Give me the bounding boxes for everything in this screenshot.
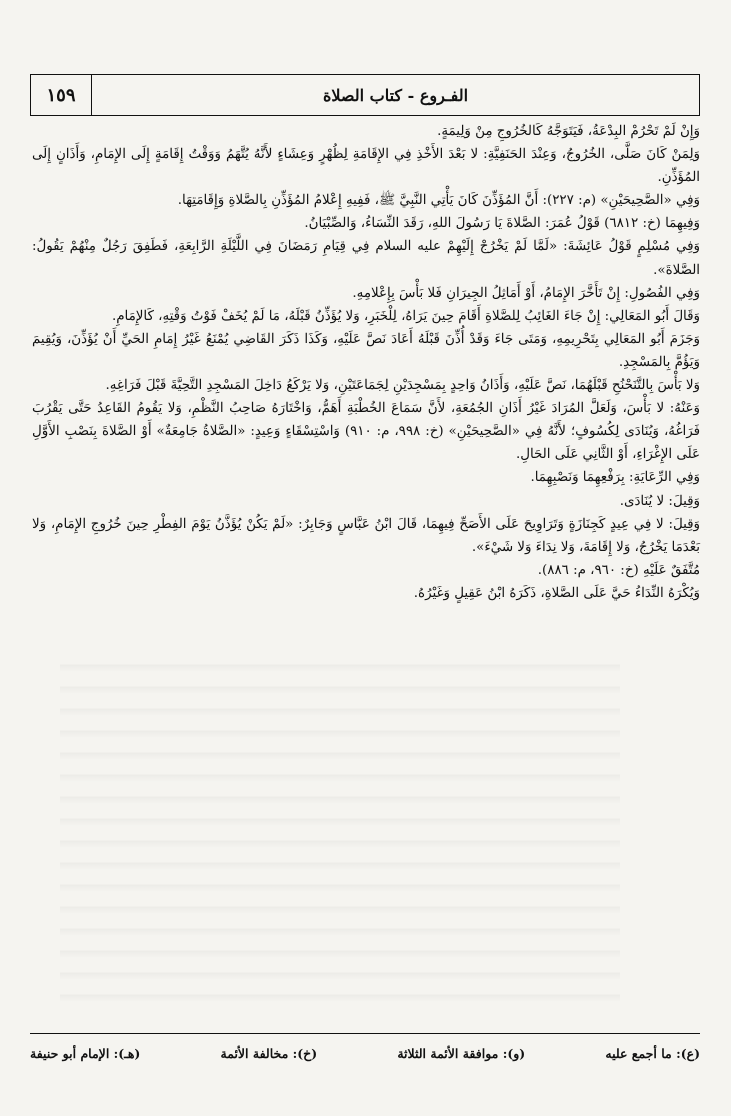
bleed-through-texture xyxy=(60,650,620,1010)
main-text xyxy=(32,120,700,605)
paragraph: وَفِي الرِّعَايَةِ: بِرَفْعِهِمَا وَنَصْبِهِمَا. xyxy=(530,470,700,486)
paragraph: وَقَالَ أَبُو المَعَالِي: إِنْ جَاءَ الغَائِبُ لِلصَّلاةِ أَقَامَ حِينَ يَرَاهُ، لِلْخَبَرِ، وَلا يُؤَذِّنُ قَبْلَهُ، مَا لَمْ يُخَفْ فَوْتُ وَقْتِهِ، كَالإِمَامِ. xyxy=(111,308,700,324)
legend-ijma: (ع): ما أجمع عليه xyxy=(605,1045,700,1061)
page-header xyxy=(30,74,700,116)
paragraph: وَفِي «الصَّحِيحَيْنِ» (م: ٢٢٧): أَنَّ المُؤَذِّنَ كَانَ يَأْتِي النَّبِيَّ ﷺ، فَفِيهِ إِعْلامُ المُؤَذِّنِ بِالصَّلاةِ وَإِقَامَتِهَا. xyxy=(177,193,700,209)
abbreviation-legend xyxy=(30,1040,700,1066)
paragraph: وَيُكْرَهُ النِّدَاءُ حَيَّ عَلَى الصَّلاةِ، ذَكَرَهُ ابْنُ عَقِيلٍ وَغَيْرُهُ. xyxy=(413,585,700,601)
legend-agreement: (و): موافقة الأئمة الثلاثة xyxy=(397,1045,526,1061)
paragraph: وَفِيهِمَا (خ: ٦٨١٢) قَوْلُ عُمَرَ: الصَّلاةَ يَا رَسُولَ اللهِ، رَقَدَ النِّسَاءُ، وَالصِّبْيَانُ. xyxy=(304,216,700,232)
legend-disagreement: (خ): مخالفة الأئمة xyxy=(220,1045,318,1061)
paragraph: وَفِي مُسْلِمٍ قَوْلُ عَائِشَةَ: «لَمَّا لَمْ يَخْرُجْ إِلَيْهِمْ عليه السلام فِي قِيَامِ رَمَضَانَ فِي اللَّيْلَةِ الرَّابِعَةِ، فَطَفِقَ رَجُلٌ مِنْهُمْ يَقُولُ: الصَّلاةَ». xyxy=(32,239,700,278)
paragraph: وَلا بَأْسَ بِالتَّنَحْنُحِ قَبْلَهُمَا، نَصَّ عَلَيْهِ، وَأَذَانُ وَاحِدٍ بِمَسْجِدَيْنِ لِجَمَاعَتَيْنِ، وَلا يَرْكَعُ دَاخِلَ المَسْجِدِ التَّحِيَّةَ قَبْلَ فَرَاغِهِ. xyxy=(105,378,700,394)
paragraph: وَإِنْ لَمْ تَحْرُمْ البِدْعَةُ، فَيَتَوَجَّهُ كَالخُرُوجِ مِنْ وَلِيمَةٍ. xyxy=(437,124,700,139)
paragraph: وَفِي الفُصُولِ: إِنْ تَأَخَّرَ الإِمَامُ، أَوْ أَمَاثِلُ الجِيرَانِ فَلا بَأْسَ بِإِعْلامِهِ. xyxy=(352,285,700,301)
paragraph: وَلِمَنْ كَانَ صَلَّى، الخُرُوجُ، وَعِنْدَ الحَنَفِيَّةِ: لا بَعْدَ الأَخْذِ فِي الإِقَامَةِ لِظُهْرٍ وَعِشَاءٍ لأَنَّهُ يُتَّهَمُ وَوَقْتُ إِقَامَةٍ إِلَى الإِمَامِ، وَأَذَانٍ إِلَى المُؤَذِّنِ. xyxy=(32,147,700,186)
paragraph: وَعَنْهُ: لا بَأْسَ، وَلَعَلَّ المُرَادَ غَيْرُ أَذَانِ الجُمُعَةِ، لأَنَّ سَمَاعَ الخُطْبَةِ أَهَمُّ، وَاخْتَارَهُ صَاحِبُ النَّظْمِ، وَلا يَقُومُ القَاعِدُ حَتَّى يَقْرُبَ فَرَاغُهُ، وَيُنَادَى لِكُسُوفٍ؛ لأَنَّهُ فِي «الصَّحِيحَيْنِ» (خ: ٩٩٨، م: ٩١٠) وَاسْتِسْقَاءٍ وَعِيدٍ: «الصَّلاةُ جَامِعَةٌ» أَوْ الصَّلاةَ بِنَصْبِ الأَوَّلِ عَلَى الإِغْرَاءِ، أَوْ الثَّانِي عَلَى الحَالِ. xyxy=(32,401,700,463)
footer-divider xyxy=(30,1033,700,1034)
running-head: الفـروع - كتاب الصلاة xyxy=(322,85,469,105)
legend-abu-hanifa: (هـ): الإمام أبو حنيفة xyxy=(30,1045,141,1061)
paragraph: مُتَّفَقٌ عَلَيْهِ (خ: ٩٦٠، م: ٨٨٦). xyxy=(537,562,700,578)
paragraph: وَقِيلَ: لا فِي عِيدٍ كَجِنَازَةٍ وَتَرَاوِيحَ عَلَى الأَصَحِّ فِيهِمَا، قَالَ ابْنُ عَبَّاسٍ وَجَابِرٌ: «لَمْ يَكُنْ يُؤَذَّنُ يَوْمَ الفِطْرِ حِينَ خُرُوجِ الإِمَامِ، وَلا بَعْدَمَا يَخْرُجُ، وَلا إِقَامَةَ، وَلا نِدَاءَ وَلا شَيْءَ». xyxy=(32,516,700,555)
page-number: ١٥٩ xyxy=(31,75,92,115)
paragraph: وَقِيلَ: لا يُنَادَى. xyxy=(619,493,700,509)
paragraph: وَجَزَمَ أَبُو المَعَالِي بِتَحْرِيمِهِ، وَمَتَى جَاءَ وَقَدْ أُذِّنَ قَبْلَهُ أَعَادَ نَصَّ عَلَيْهِ، وَكَذَا ذَكَرَ القَاضِي يُمْنَعُ غَيْرُ إِمَامِ الحَيِّ أَنْ يُؤَذِّنَ، وَيُقِيمَ وَيَؤُمَّ بِالمَسْجِدِ. xyxy=(32,331,700,370)
